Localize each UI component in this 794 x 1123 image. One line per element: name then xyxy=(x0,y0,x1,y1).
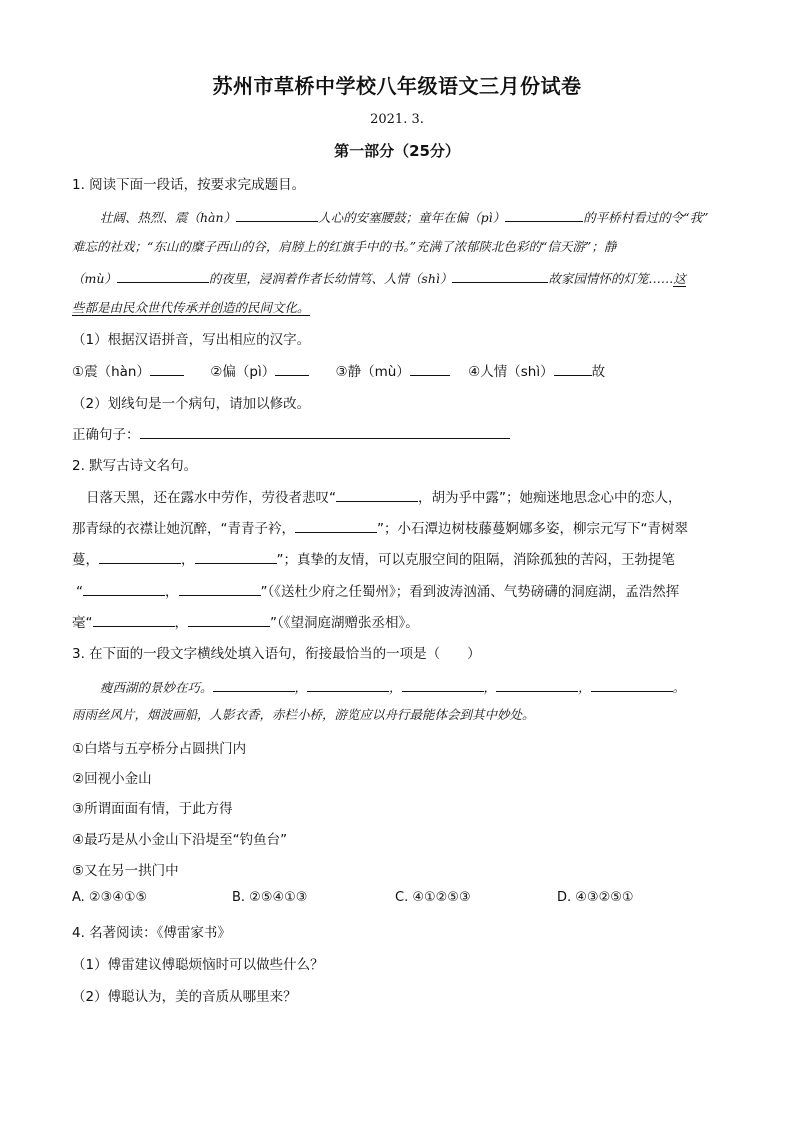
q2-text: ， xyxy=(165,584,179,600)
q2-line2 xyxy=(72,517,688,537)
q2-text: 日落天黑，还在露水中劳作，劳役者悲叹“ xyxy=(86,490,336,506)
q2-text: ， xyxy=(174,615,188,631)
q1-underlined-sentence: 这 xyxy=(673,271,686,286)
blank[interactable] xyxy=(236,207,318,222)
q1-text: 壮阔、热烈、震（hàn） xyxy=(100,210,237,225)
q1-stem: 1. 阅读下面一段话，按要求完成题目。 xyxy=(72,177,306,193)
q3-option-b[interactable]: B. ②⑤④①③ xyxy=(232,890,308,905)
q3-item: ①白塔与五亭桥分占圆拱门内 xyxy=(72,741,247,757)
blank[interactable] xyxy=(188,612,270,627)
blank[interactable] xyxy=(336,487,418,502)
q4-stem: 4. 名著阅读：《傅雷家书》 xyxy=(72,925,231,941)
q2-text: ”（《望洞庭湖赠张丞相》。 xyxy=(270,615,419,631)
q1-sub2: （2）划线句是一个病句，请加以修改。 xyxy=(72,396,311,412)
q2-line3 xyxy=(72,548,675,568)
q3-item: ⑤又在另一拱门中 xyxy=(72,863,179,879)
q1-text: 的平桥村看过的令“我” xyxy=(583,210,709,225)
q1-correct-row xyxy=(72,423,510,443)
q1-text: 人心的安塞腰鼓；童年在偏（pì） xyxy=(318,210,506,225)
q3-passage-line2: 雨雨丝风片，烟波画船，人影衣香，赤栏小桥，游览应以舟行最能体会到其中妙处。 xyxy=(72,707,535,722)
pinyin-item: ③静（mù） xyxy=(335,364,410,380)
page-title: 苏州市草桥中学校八年级语文三月份试卷 xyxy=(212,74,582,98)
q2-text: ”（《送杜少府之任蜀州》；看到波涛汹涌、气势磅礴的洞庭湖，孟浩然挥 xyxy=(260,584,680,600)
pinyin-item: ④人情（shì） xyxy=(468,364,554,380)
q1-passage-line1 xyxy=(100,207,708,226)
q2-text: ”；小石潭边树枝藤蔓婀娜多姿，柳宗元写下“青树翠 xyxy=(377,521,688,537)
blank[interactable] xyxy=(99,549,181,564)
blank[interactable] xyxy=(410,361,450,376)
q2-line1 xyxy=(86,486,682,506)
blank[interactable] xyxy=(195,549,277,564)
part-heading: 第一部分（25分） xyxy=(334,142,460,160)
pinyin-item: 故 xyxy=(591,364,606,380)
q2-text: ”；真挚的友情，可以克服空间的阻隔，消除孤独的苦闷，王勃提笔 xyxy=(276,552,675,568)
q1-passage-line4 xyxy=(72,298,310,316)
correct-label: 正确句子： xyxy=(72,427,140,443)
blank[interactable] xyxy=(150,361,184,376)
q1-pinyin-row xyxy=(72,360,605,380)
q2-stem: 2. 默写古诗文名句。 xyxy=(72,458,198,474)
q3-item: ②回视小金山 xyxy=(72,771,152,787)
blank[interactable] xyxy=(452,268,548,283)
pinyin-item: ②偏（pì） xyxy=(210,364,276,380)
pinyin-item: ①震（hàn） xyxy=(72,364,150,380)
exam-date: 2021. 3. xyxy=(370,112,424,127)
blank[interactable] xyxy=(505,207,583,222)
answer-blank[interactable] xyxy=(140,424,510,439)
q1-text: 的夜里，浸润着作者长幼情笃、人情（shì） xyxy=(208,271,453,286)
blank[interactable] xyxy=(93,612,175,627)
blank[interactable] xyxy=(117,268,209,283)
blank[interactable] xyxy=(402,677,484,692)
q1-text: （mù） xyxy=(72,271,117,286)
q3-option-c[interactable]: C. ④①②⑤③ xyxy=(395,890,471,905)
q3-text: 瘦西湖的景妙在巧。 xyxy=(100,680,213,695)
blank[interactable] xyxy=(591,677,673,692)
blank[interactable] xyxy=(275,361,309,376)
q1-passage-line3 xyxy=(72,268,686,287)
q2-text: “ xyxy=(76,584,83,600)
q2-text: ，胡为乎中露”；她痴迷地思念心中的恋人， xyxy=(418,490,682,506)
q2-line5 xyxy=(72,611,419,631)
q2-text: 蔓， xyxy=(72,552,99,568)
q1-passage-line2: 难忘的社戏；“东山的糜子西山的谷，肩膀上的红旗手中的书。”充满了浓郁陕北色彩的“信天游”；静 xyxy=(72,239,617,254)
q1-text: 故家园情怀的灯笼…… xyxy=(548,271,674,286)
q2-text: ， xyxy=(181,552,195,568)
blank[interactable] xyxy=(496,677,578,692)
q3-item: ③所谓面面有情，于此方得 xyxy=(72,801,233,817)
blank[interactable] xyxy=(179,581,261,596)
q3-passage-line1: 瘦西湖的景妙在巧。 ， ， ， ， 。 xyxy=(100,677,685,696)
blank[interactable] xyxy=(83,581,165,596)
blank[interactable] xyxy=(307,677,389,692)
blank[interactable] xyxy=(295,518,377,533)
q4-sub1: （1）傅雷建议傅聪烦恼时可以做些什么？ xyxy=(72,957,324,973)
blank[interactable] xyxy=(554,361,592,376)
blank[interactable] xyxy=(213,677,295,692)
q3-option-a[interactable]: A. ②③④①⑤ xyxy=(72,890,148,905)
q2-text: 毫“ xyxy=(72,615,93,631)
q3-item: ④最巧是从小金山下沿堤至“钓鱼台” xyxy=(72,832,288,848)
q2-text: 那青绿的衣襟让她沉醉，“青青子衿， xyxy=(72,521,295,537)
q3-stem: 3. 在下面的一段文字横线处填入语句，衔接最恰当的一项是（ ） xyxy=(72,646,481,662)
q1-underlined-sentence: 些都是由民众世代传承并创造的民间文化。 xyxy=(72,300,310,315)
q1-sub1: （1）根据汉语拼音，写出相应的汉字。 xyxy=(72,332,311,348)
q3-option-d[interactable]: D. ④③②⑤① xyxy=(557,890,634,905)
q2-line4 xyxy=(76,580,679,600)
q4-sub2: （2）傅聪认为，美的音质从哪里来？ xyxy=(72,989,297,1005)
